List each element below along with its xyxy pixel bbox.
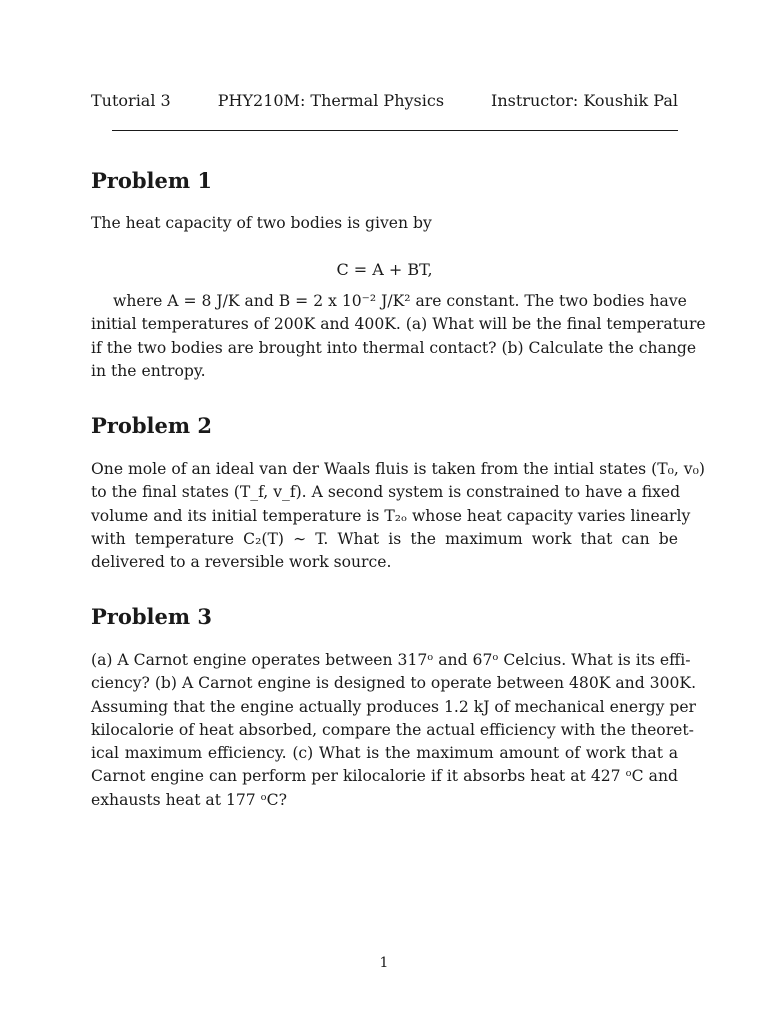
problem-3-line: ciency? (b) A Carnot engine is designed to operate between 480K and 300K.	[91, 674, 697, 693]
problem-2-line: volume and its initial temperature is T₂ₒ whose heat capacity varies linearly	[91, 506, 691, 525]
problem-3-line: (a) A Carnot engine operates between 317ᵒ and 67ᵒ Celcius. What is its effi-	[91, 651, 691, 669]
problem-3-body	[91, 649, 697, 812]
problem-3-line: ical maximum efficiency. (c) What is the maximum amount of work that a	[91, 744, 678, 763]
problem-1-heading: Problem 1	[91, 168, 213, 193]
problem-3-line: kilocalorie of heat absorbed, compare the actual efficiency with the theoret-	[91, 720, 694, 739]
header-instructor: Instructor: Koushik Pal	[491, 91, 678, 110]
header-tutorial: Tutorial 3	[91, 91, 171, 110]
problem-2-line: One mole of an ideal van der Waals fluis is taken from the intial states (T₀, v₀)	[91, 460, 705, 478]
problem-3-line: exhausts heat at 177 ᵒC?	[91, 790, 287, 809]
problem-3-line: Carnot engine can perform per kilocalorie if it absorbs heat at 427 ᵒC and	[91, 767, 678, 786]
problem-1-line: if the two bodies are brought into thermal contact? (b) Calculate the change	[91, 338, 697, 357]
problem-1-equation: C = A + BT,	[336, 260, 433, 279]
problem-3-line: Assuming that the engine actually produces 1.2 kJ of mechanical energy per	[91, 697, 696, 716]
problem-2-line: to the final states (T_f, v_f). A second system is constrained to have a fixed	[91, 483, 681, 502]
problem-3-heading: Problem 3	[91, 604, 213, 629]
page-header	[91, 90, 678, 112]
problem-1-line: in the entropy.	[91, 361, 206, 380]
problem-2-line: with temperature C₂(T) ∼ T. What is the maximum work that can be	[91, 529, 678, 548]
header-course: PHY210M: Thermal Physics	[217, 91, 445, 110]
problem-2-heading: Problem 2	[91, 413, 213, 438]
problem-1-line: initial temperatures of 200K and 400K. (a) What will be the final temperature	[91, 315, 706, 334]
problem-1-line: where A = 8 J/K and B = 2 x 10⁻² J/K² are constant. The two bodies have	[113, 292, 687, 310]
problem-1-intro	[91, 212, 678, 235]
header-rule	[112, 130, 678, 131]
problem-2-body	[91, 458, 705, 574]
problem-1-body	[91, 290, 706, 383]
page-number: 1	[379, 955, 389, 971]
problem-1-intro-line: The heat capacity of two bodies is given by	[91, 214, 432, 232]
problem-2-line: delivered to a reversible work source.	[91, 553, 392, 572]
